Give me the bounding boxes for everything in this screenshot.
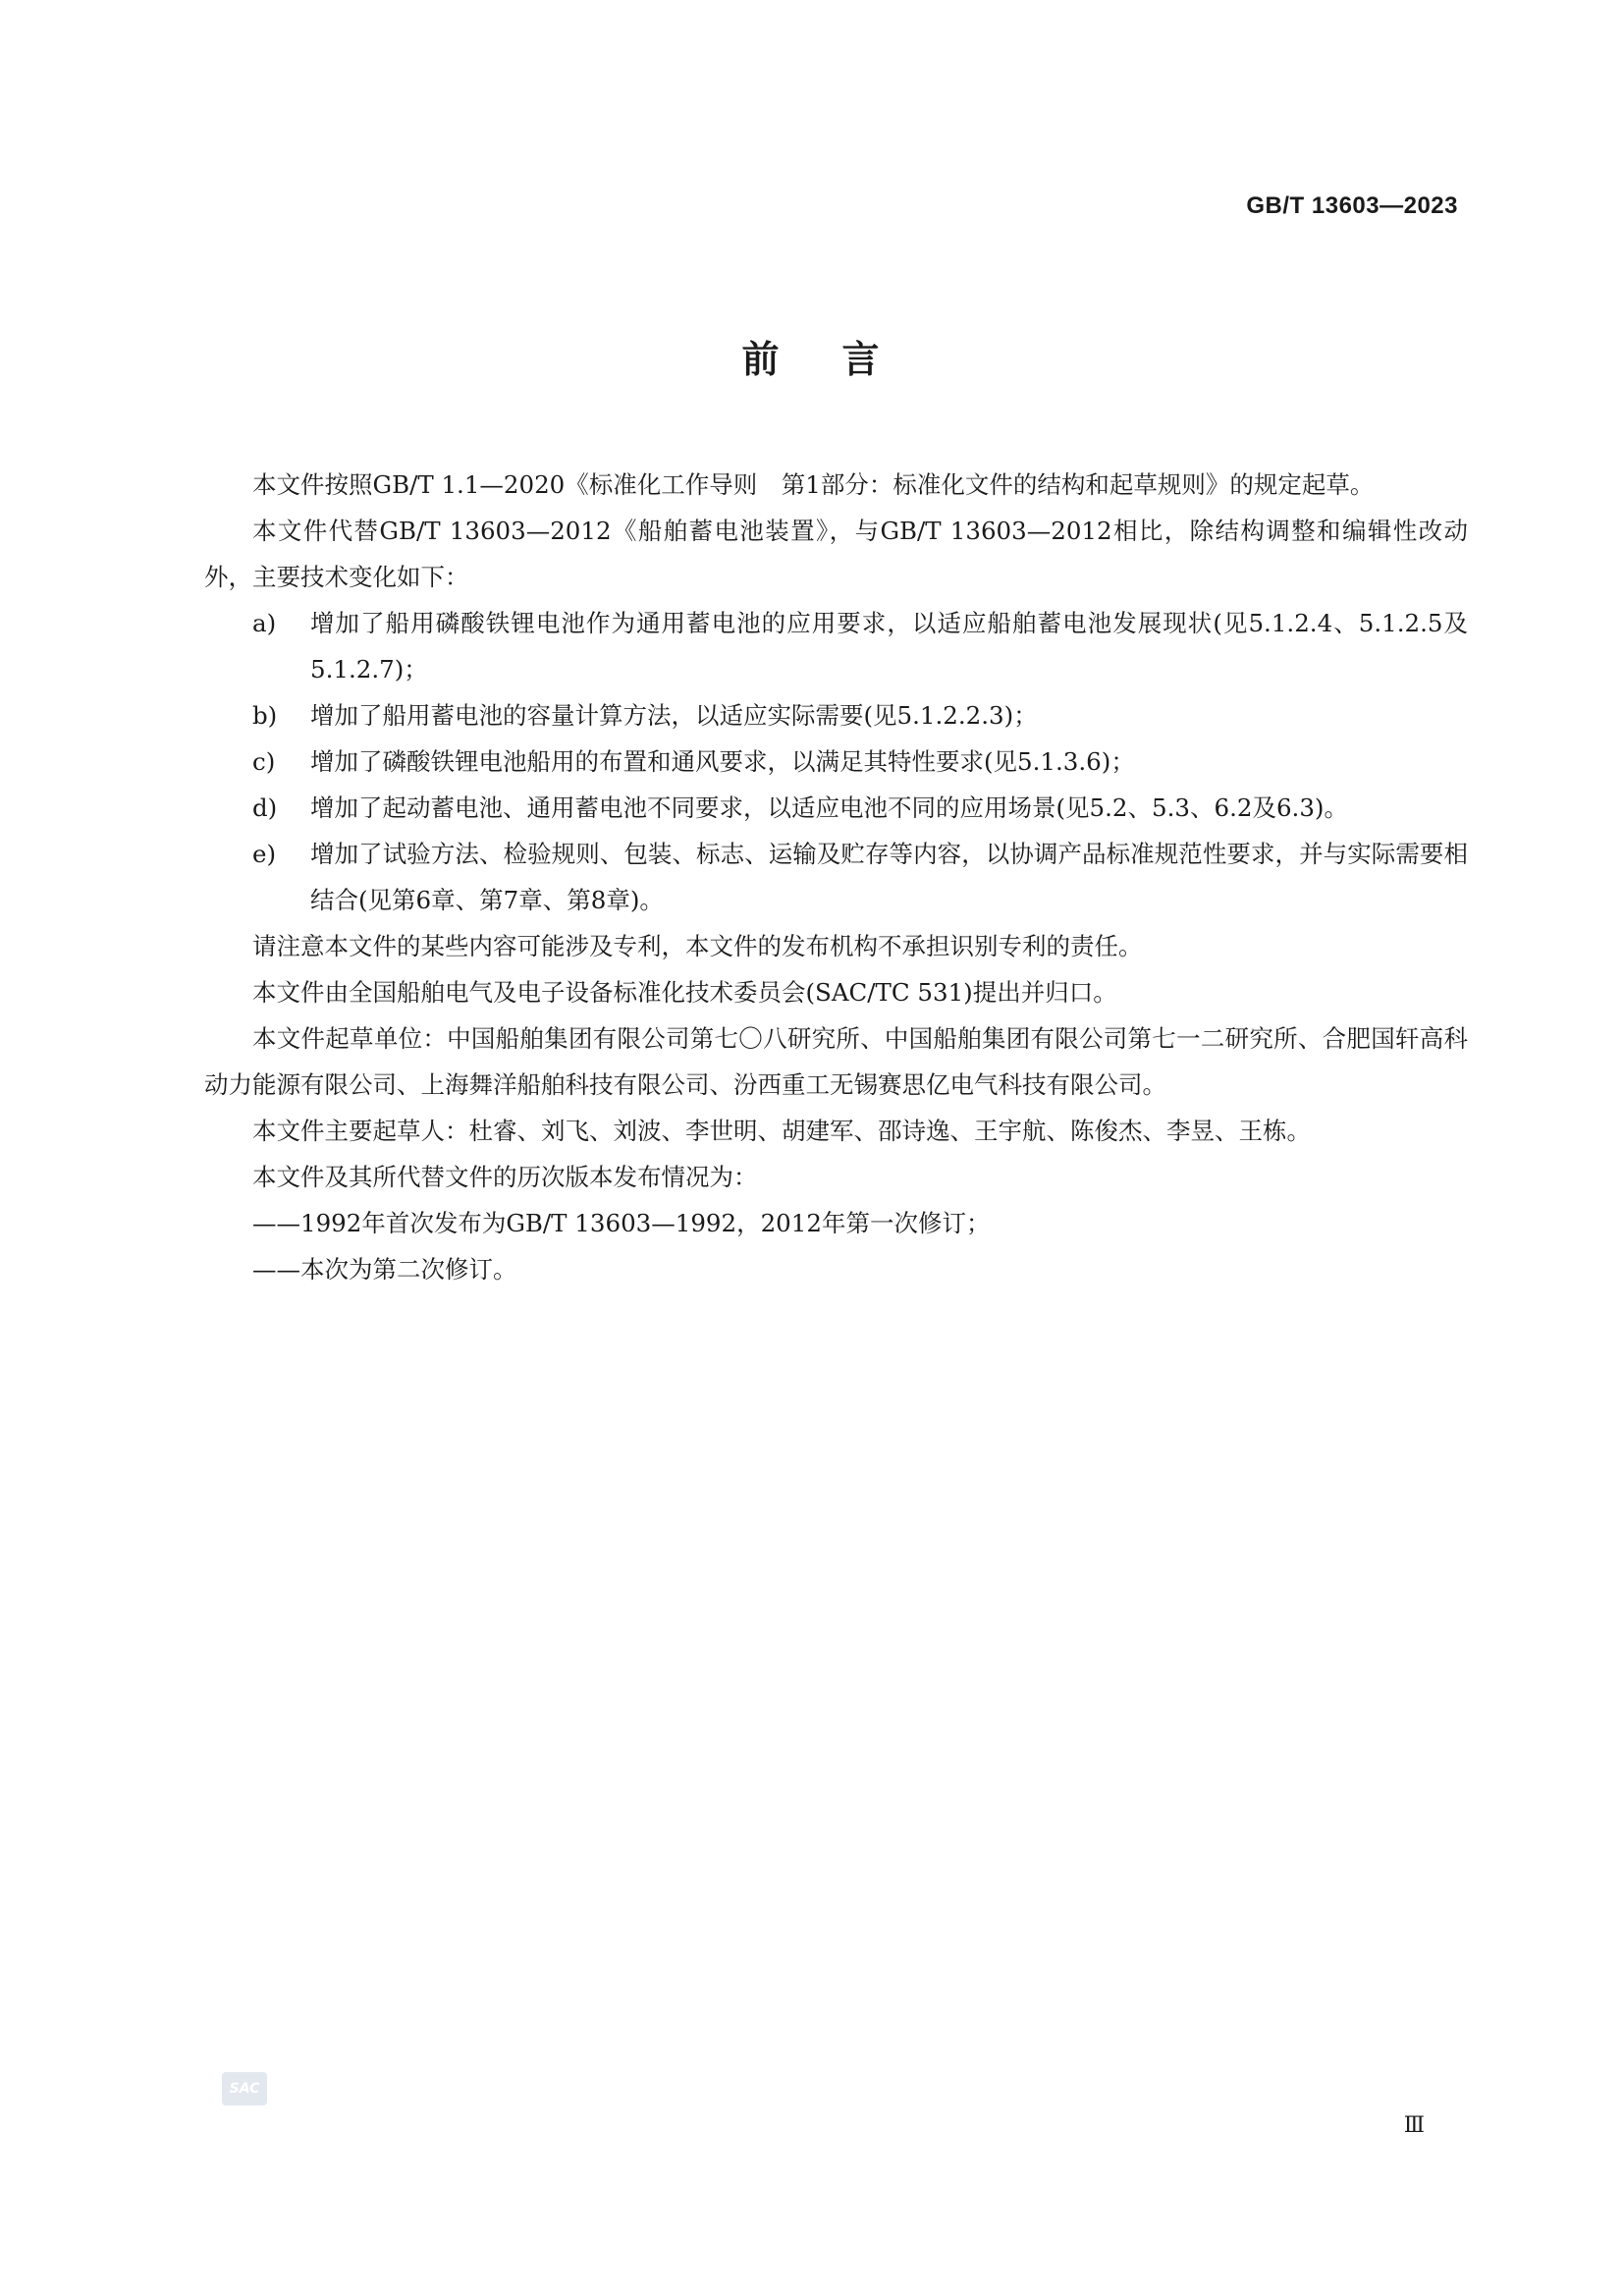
list-item: [204, 692, 1468, 738]
paragraph-drafting-rules: 本文件按照GB/T 1.1—2020《标准化工作导则 第1部分：标准化文件的结构和起草规则》的规定起草。: [252, 470, 1375, 499]
list-item: [204, 785, 1468, 831]
paragraph-committee: 本文件由全国船舶电气及电子设备标准化技术委员会(SAC/TC 531)提出并归口。: [252, 978, 1117, 1007]
list-item: [204, 600, 1468, 692]
sac-logo: SAC: [222, 2072, 267, 2105]
list-text: 增加了磷酸铁锂电池船用的布置和通风要求，以满足其特性要求(见5.1.3.6)；: [310, 747, 1135, 776]
list-item: [204, 738, 1468, 785]
list-letter: b): [252, 701, 278, 730]
list-letter: e): [252, 840, 277, 868]
page-number: Ⅲ: [1403, 2113, 1425, 2138]
list-text: 增加了起动蓄电池、通用蓄电池不同要求，以适应电池不同的应用场景(见5.2、5.3、6.2及6.3)。: [310, 793, 1348, 822]
paragraph-drafters: 本文件主要起草人：杜睿、刘飞、刘波、李世明、胡建军、邵诗逸、王宇航、陈俊杰、李昱、王栋。: [252, 1117, 1311, 1145]
paragraph-history-intro: 本文件及其所代替文件的历次版本发布情况为：: [252, 1163, 758, 1191]
history-item: ——本次为第二次修订。: [252, 1255, 517, 1284]
list-letter: c): [252, 747, 276, 776]
list-text: 增加了船用磷酸铁锂电池作为通用蓄电池的应用要求，以适应船舶蓄电池发展现状(见5.1.2.4、5.1.2.5及5.1.2.7)；: [310, 609, 1468, 683]
list-item: [204, 831, 1468, 923]
paragraph-patent-notice: 请注意本文件的某些内容可能涉及专利，本文件的发布机构不承担识别专利的责任。: [252, 932, 1143, 960]
history-item: ——1992年首次发布为GB/T 13603—1992，2012年第一次修订；: [252, 1209, 991, 1237]
list-letter: d): [252, 793, 278, 822]
list-letter: a): [252, 609, 277, 637]
list-text: 增加了试验方法、检验规则、包装、标志、运输及贮存等内容，以协调产品标准规范性要求，并与实际需要相结合(见第6章、第7章、第8章)。: [310, 840, 1468, 914]
standard-code: GB/T 13603—2023: [1246, 192, 1458, 219]
paragraph-drafting-units: 本文件起草单位：中国船舶集团有限公司第七〇八研究所、中国船舶集团有限公司第七一二研究所、合肥国轩高科动力能源有限公司、上海舞洋船舶科技有限公司、汾西重工无锡赛思亿电气科技有限公司。: [204, 1024, 1468, 1099]
paragraph-replacement: 本文件代替GB/T 13603—2012《船舶蓄电池装置》，与GB/T 13603—2012相比，除结构调整和编辑性改动外，主要技术变化如下：: [204, 517, 1468, 591]
list-text: 增加了船用蓄电池的容量计算方法，以适应实际需要(见5.1.2.2.3)；: [310, 701, 1038, 730]
page-title: [0, 329, 1623, 383]
title-char-2: 言: [841, 338, 882, 381]
preface-body: [204, 462, 1468, 1292]
title-char-1: 前: [741, 338, 782, 381]
